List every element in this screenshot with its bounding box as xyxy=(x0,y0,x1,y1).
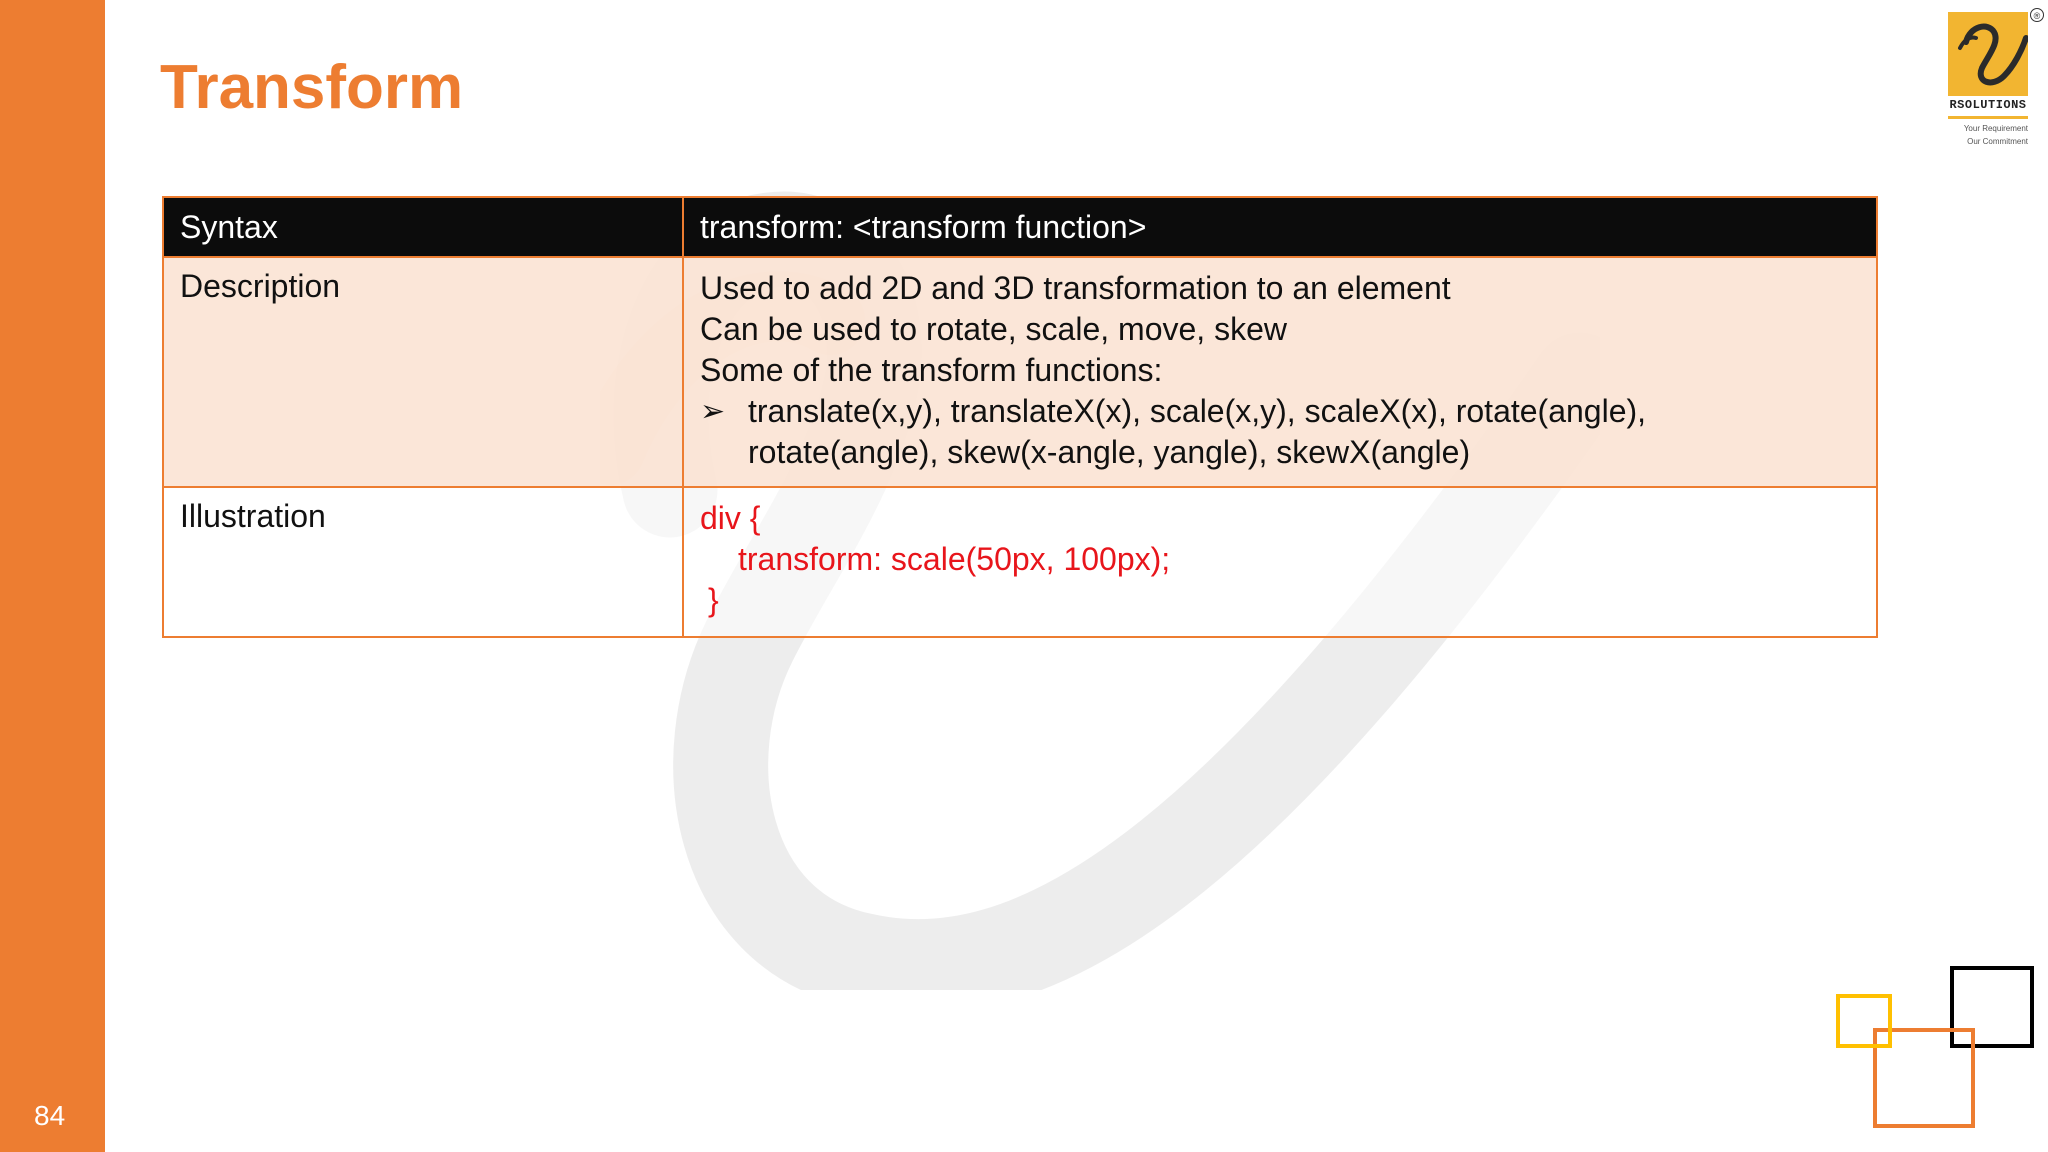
logo-mark-icon xyxy=(1948,12,2028,96)
registered-mark-icon: ® xyxy=(2030,8,2044,22)
logo-tagline xyxy=(1948,122,2028,148)
decorative-square-yellow xyxy=(1836,994,1892,1048)
syntax-value-cell: transform: <transform function> xyxy=(683,197,1877,257)
description-bullet xyxy=(700,391,1860,473)
bullet-line: translate(x,y), translateX(x), scale(x,y), scaleX(x), rotate(angle), xyxy=(748,393,1647,429)
logo-tagline-line2: Our Commitment xyxy=(1967,137,2028,146)
page-number: 84 xyxy=(34,1100,66,1131)
illustration-label-cell: Illustration xyxy=(163,487,683,637)
table-row-syntax xyxy=(163,197,1877,257)
table-row-description xyxy=(163,257,1877,487)
bullet-line: rotate(angle), skew(x-angle, yangle), skewX(angle) xyxy=(748,434,1471,470)
arrow-bullet-icon: ➢ xyxy=(700,395,726,428)
code-line: div { xyxy=(700,500,761,536)
logo-tagline-line1: Your Requirement xyxy=(1963,124,2028,133)
description-line: Used to add 2D and 3D transformation to an element xyxy=(700,270,1451,306)
code-line: transform: scale(50px, 100px); xyxy=(738,541,1171,577)
logo-divider xyxy=(1948,116,2028,119)
syntax-label-cell: Syntax xyxy=(163,197,683,257)
description-line: Some of the transform functions: xyxy=(700,352,1163,388)
illustration-code-cell xyxy=(683,487,1877,637)
slide-title: Transform xyxy=(160,53,464,122)
company-logo xyxy=(1948,8,2044,148)
table-row-illustration xyxy=(163,487,1877,637)
left-accent-bar xyxy=(0,0,105,1152)
transform-info-table xyxy=(162,196,1878,638)
logo-brand-name: RSOLUTIONS xyxy=(1949,98,2027,112)
description-label-cell: Description xyxy=(163,257,683,487)
code-line: } xyxy=(708,582,719,618)
description-value-cell xyxy=(683,257,1877,487)
description-line: Can be used to rotate, scale, move, skew xyxy=(700,311,1287,347)
